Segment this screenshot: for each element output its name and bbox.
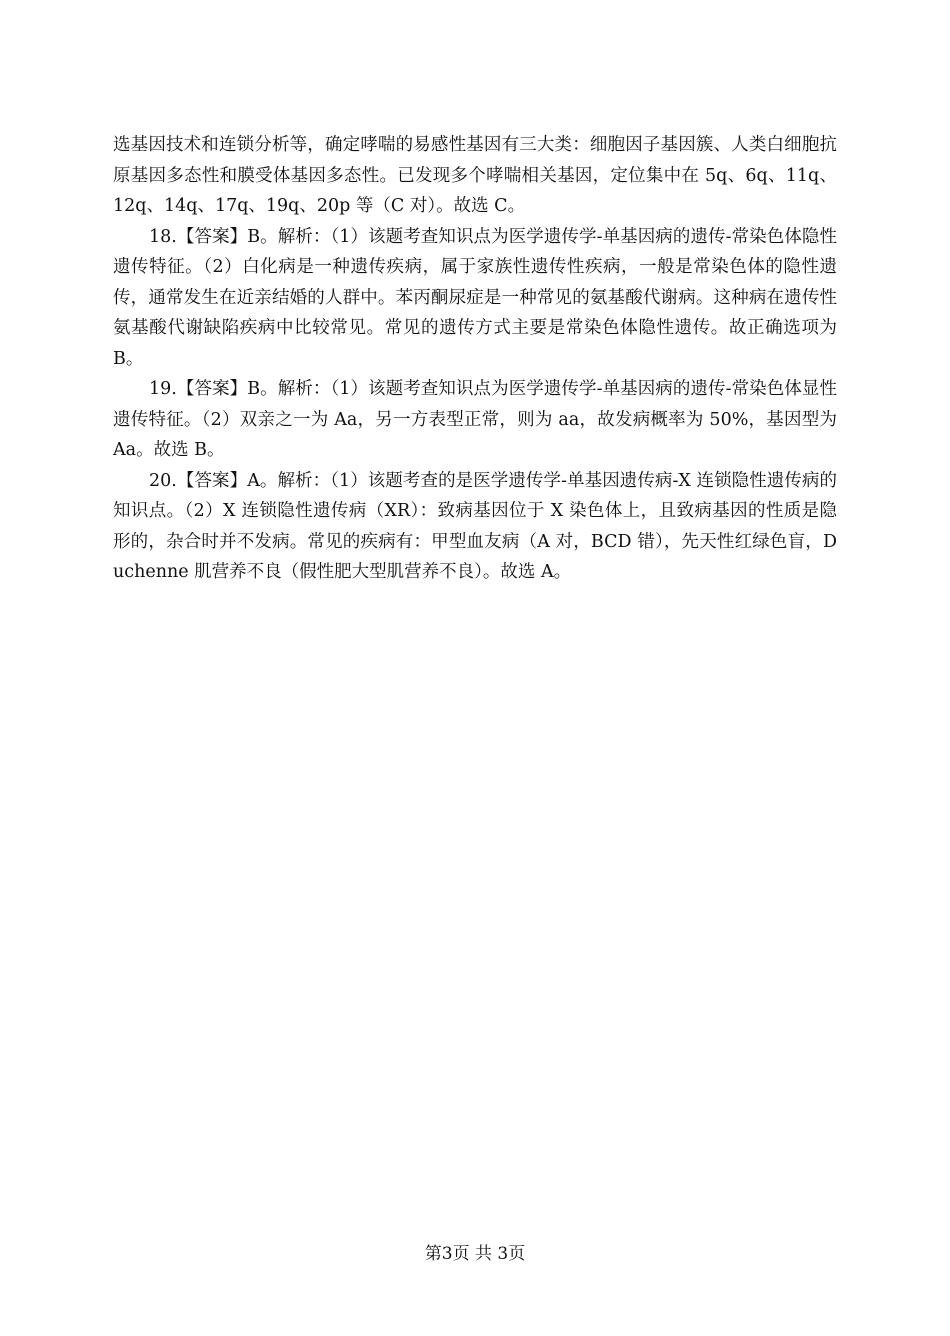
paragraph-answer-19: 19.【答案】B。解析：（1）该题考查知识点为医学遗传学-单基因病的遗传-常染色体显性遗传特征。（2）双亲之一为 Aa，另一方表型正常，则为 aa，故发病概率为 50%，基因型为 Aa。故选 B。 xyxy=(113,379,837,460)
paragraph-answer-20: 20.【答案】A。解析：（1）该题考查的是医学遗传学-单基因遗传病-X 连锁隐性遗传病的知识点。（2）X 连锁隐性遗传病（XR）：致病基因位于 X 染色体上，且致病基因的性质是隐形的，杂合时并不发病。常见的疾病有：甲型血友病（A 对，BCD 错），先天性红绿色盲，Duchenne 肌营养不良（假性肥大型肌营养不良）。故选 A。 xyxy=(113,470,837,582)
paragraph-answer-18: 18.【答案】B。解析：（1）该题考查知识点为医学遗传学-单基因病的遗传-常染色体隐性遗传特征。（2）白化病是一种遗传疾病，属于家族性遗传性疾病，一般是常染色体的隐性遗传，通常发生在近亲结婚的人群中。苯丙酮尿症是一种常见的氨基酸代谢病。这种病在遗传性氨基酸代谢缺陷疾病中比较常见。常见的遗传方式主要是常染色体隐性遗传。故正确选项为 B。 xyxy=(113,226,837,369)
document-body xyxy=(113,130,837,588)
page-footer: 第3页 共 3页 xyxy=(424,1244,526,1264)
paragraph-continuation: 选基因技术和连锁分析等，确定哮喘的易感性基因有三大类：细胞因子基因簇、人类白细胞抗原基因多态性和膜受体基因多态性。已发现多个哮喘相关基因，定位集中在 5q、6q、11q、12q、14q、17q、19q、20p 等（C 对）。故选 C。 xyxy=(113,135,837,216)
